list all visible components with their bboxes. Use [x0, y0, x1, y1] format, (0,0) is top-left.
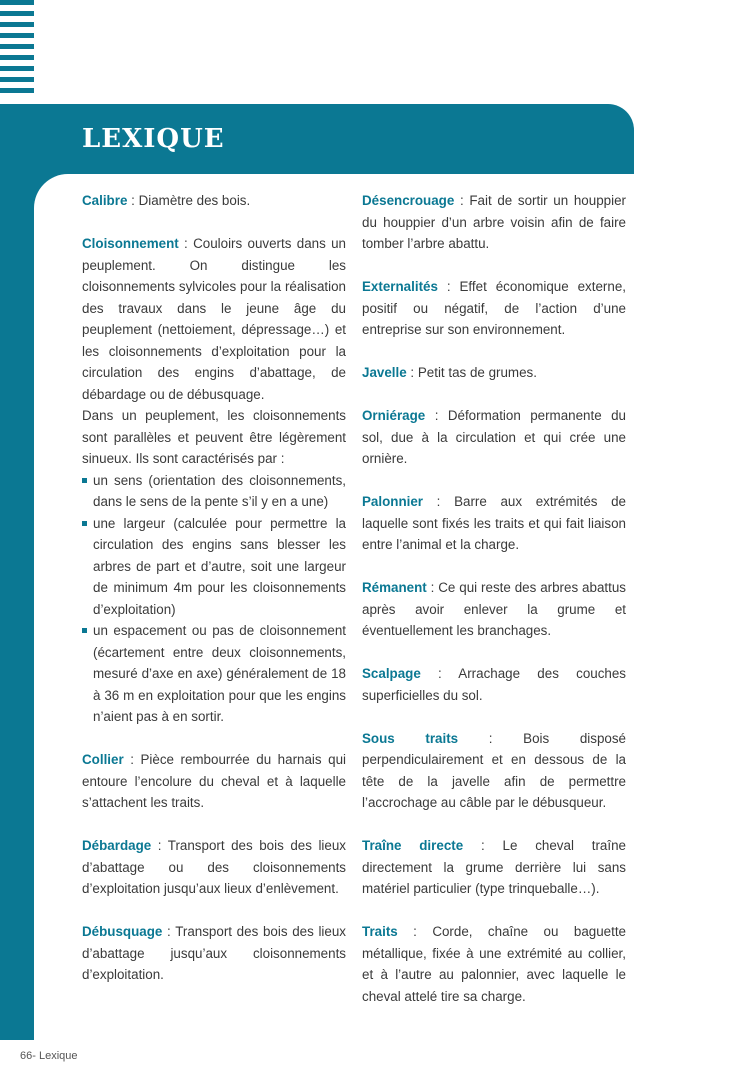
term: Débardage	[82, 838, 152, 853]
glossary-entry-debusquage: Débusquage : Transport des bois des lieux d’abattage jusqu’aux cloisonnements d’exploitation.	[82, 924, 346, 982]
definition: Transport des bois des lieux d’abattage ou des cloisonnements d’exploitation jusqu’aux lieux d’enlèvement.	[82, 838, 346, 896]
definition: Effet économique externe, positif ou négatif, de l’action d’une entreprise sur son environnement.	[362, 279, 626, 337]
definition: Transport des bois des lieux d’abattage jusqu’aux cloisonnements d’exploitation.	[82, 924, 346, 982]
definition: Pièce rembourrée du harnais qui entoure l’encolure du cheval et à laquelle s’attachent les traits.	[82, 752, 346, 810]
term: Orniérage	[362, 408, 426, 423]
bullet-square-icon	[82, 521, 87, 526]
glossary-entry-calibre: Calibre : Diamètre des bois.	[82, 193, 251, 208]
term: Javelle	[362, 365, 407, 380]
glossary-entry-palonnier: Palonnier : Barre aux extrémités de laquelle sont fixés les traits et qui fait liaison entre l’animal et la charge.	[362, 494, 626, 552]
glossary-entry-traine-directe: Traîne directe : Le cheval traîne directement la grume derrière lui sans matériel particulier (type trinqueballe…).	[362, 838, 626, 896]
glossary-entry-traits: Traits : Corde, chaîne ou baguette métallique, fixée à une extrémité au collier, et à l’autre au palonnier, avec laquelle le cheval attelé tire sa charge.	[362, 924, 626, 1004]
term: Traîne directe	[362, 838, 464, 853]
glossary-entry-desencrouage: Désencrouage : Fait de sortir un houppier du houppier d’un arbre voisin afin de faire tomber l’arbre abattu.	[362, 193, 626, 251]
term: Traits	[362, 924, 398, 939]
term: Débusquage	[82, 924, 163, 939]
term: Palonnier	[362, 494, 424, 509]
term: Calibre	[82, 193, 128, 208]
definition: Couloirs ouverts dans un peuplement. On distingue les cloisonnements sylvicoles pour la réalisation des travaux dans le jeune âge du peuplement (nettoiement, dépressage…) et les cloisonnements d’exploitation pour la circulation des engins d’abattage, de débardage ou de débusquage.	[82, 236, 346, 402]
glossary-entry-externalites: Externalités : Effet économique externe, positif ou négatif, de l’action d’une entreprise sur son environnement.	[362, 279, 626, 337]
glossary-entry-remanent: Rémanent : Ce qui reste des arbres abattus après avoir enlever la grume et éventuellement les branchages.	[362, 580, 626, 638]
glossary-entry-javelle: Javelle : Petit tas de grumes.	[362, 365, 537, 380]
term: Rémanent	[362, 580, 427, 595]
glossary-entry-collier: Collier : Pièce rembourrée du harnais qui entoure l’encolure du cheval et à laquelle s’attachent les traits.	[82, 752, 346, 810]
list-item: un sens (orientation des cloisonnements, dans le sens de la pente s’il y en a une)	[82, 470, 346, 513]
definition: Bois disposé perpendiculairement et en dessous de la tête de la javelle afin de permettre l’accrochage au câble par le débusqueur.	[362, 730, 626, 810]
list-item: une largeur (calculée pour permettre la circulation des engins sans blesser les arbres de part et d’autre, soit une largeur de minimum 4m pour les cloisonnements d’exploitation)	[82, 513, 346, 621]
term: Collier	[82, 752, 124, 767]
left-column	[82, 190, 346, 1007]
glossary-entry-cloisonnement: Cloisonnement : Couloirs ouverts dans un peuplement. On distingue les cloisonnements sylvicoles pour la réalisation des travaux dans le jeune âge du peuplement (nettoiement, dépressage…) et les cloisonnements d’exploitation pour la circulation des engins d’abattage, de débardage ou de débusquage. Dans un peuplement, les cloisonnements sont parallèles et peuvent être légèrement sinueux. Ils sont caractérisés par : un sens (orientation des cloisonnements, dans le sens de la pente s’il y en a une) une largeur (calculée pour permettre la circulation des engins sans blesser les arbres de part et d’autre, soit une largeur de minimum 4m pour les cloisonnements d’exploitation) un espacement ou pas de cloisonnement (écartement entre deux cloisonnements, mesuré d’axe en axe) généralement de 18 à 36 m en exploitation pour que les engins n’aient pas à en sortir.	[82, 233, 346, 728]
glossary-entry-ornierage: Orniérage : Déformation permanente du sol, due à la circulation et qui crée une ornière.	[362, 408, 626, 466]
definition: Diamètre des bois.	[138, 193, 251, 208]
glossary-entry-sous-traits: Sous traits : Bois disposé perpendiculairement et en dessous de la tête de la javelle afin de permettre l’accrochage au câble par le débusqueur.	[362, 730, 626, 810]
definition: Fait de sortir un houppier du houppier d’un arbre voisin afin de faire tomber l’arbre abattu.	[362, 193, 626, 251]
definition: Barre aux extrémités de laquelle sont fixés les traits et qui fait liaison entre l’animal et la charge.	[362, 494, 626, 552]
definition: Ce qui reste des arbres abattus après avoir enlever la grume et éventuellement les branchages.	[362, 580, 626, 638]
term: Désencrouage	[362, 193, 455, 208]
definition: Arrachage des couches superficielles du sol.	[362, 666, 627, 703]
right-column	[362, 190, 626, 1029]
glossary-entry-scalpage: Scalpage : Arrachage des couches superficielles du sol.	[362, 666, 627, 703]
list-item: un espacement ou pas de cloisonnement (écartement entre deux cloisonnements, mesuré d’axe en axe) généralement de 18 à 36 m en exploitation pour que les engins n’aient pas à en sortir.	[82, 620, 346, 728]
definition-paragraph: Dans un peuplement, les cloisonnements sont parallèles et peuvent être légèrement sinueux. Ils sont caractérisés par :	[82, 408, 346, 466]
term: Sous traits	[362, 730, 459, 746]
definition: Petit tas de grumes.	[417, 365, 537, 380]
page-title: LEXIQUE	[82, 124, 225, 154]
sidebar-band	[0, 104, 34, 1040]
page-footer: 66- Lexique	[20, 1050, 78, 1062]
definition: Le cheval traîne directement la grume derrière lui sans matériel particulier (type trinqueballe…).	[362, 838, 626, 896]
glossary-entry-debardage: Débardage : Transport des bois des lieux d’abattage ou des cloisonnements d’exploitation jusqu’aux lieux d’enlèvement.	[82, 838, 346, 896]
term: Externalités	[362, 279, 438, 294]
definition: Corde, chaîne ou baguette métallique, fixée à une extrémité au collier, et à l’autre au palonnier, avec laquelle le cheval attelé tire sa charge.	[362, 924, 626, 1004]
decorative-stripes	[0, 0, 34, 100]
term: Cloisonnement	[82, 236, 179, 251]
bullet-square-icon	[82, 478, 87, 483]
bullet-square-icon	[82, 628, 87, 633]
bullet-list	[82, 470, 346, 728]
term: Scalpage	[362, 666, 421, 681]
definition: Déformation permanente du sol, due à la circulation et qui crée une ornière.	[362, 408, 626, 466]
